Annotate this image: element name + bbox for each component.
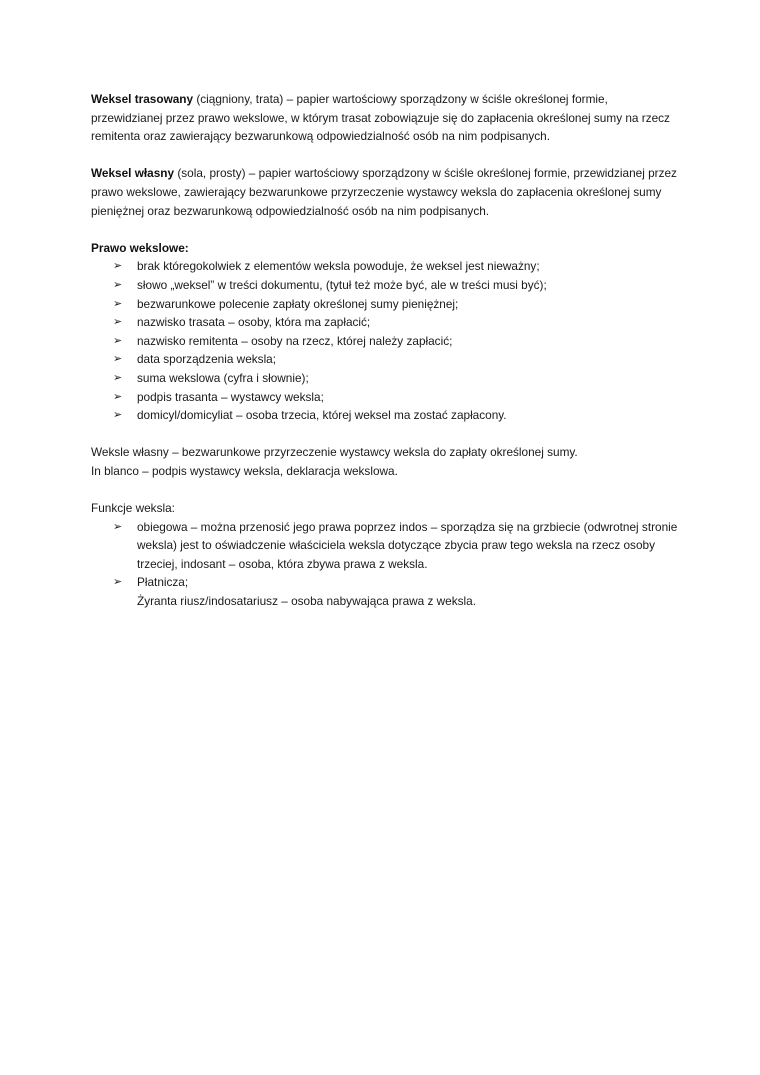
note-weksle-wlasny: Weksle własny – bezwarunkowe przyrzeczenie wystawcy weksla do zapłaty określonej sumy. <box>91 445 578 460</box>
arrow-bullet-icon: ➢ <box>113 259 123 273</box>
arrow-bullet-icon: ➢ <box>113 315 123 329</box>
arrow-bullet-icon: ➢ <box>113 352 123 366</box>
heading-funkcje-weksla: Funkcje weksla: <box>91 501 175 516</box>
list-item: ➢ bezwarunkowe polecenie zapłaty określonej sumy pieniężnej; <box>91 295 681 314</box>
list-item: ➢ podpis trasanta – wystawcy weksla; <box>91 388 681 407</box>
note-in-blanco: In blanco – podpis wystawcy weksla, deklaracja wekslowa. <box>91 463 398 478</box>
list-prawo-wekslowe <box>91 257 681 424</box>
arrow-bullet-icon: ➢ <box>113 277 123 291</box>
list-item: ➢ brak któregokolwiek z elementów weksla powoduje, że weksel jest nieważny; <box>91 257 681 276</box>
list-item: ➢ data sporządzenia weksla; <box>91 350 681 369</box>
arrow-bullet-icon: ➢ <box>113 370 123 384</box>
list-item: ➢ obiegowa – można przenosić jego prawa poprzez indos – sporządza się na grzbiecie (odwrotnej stronie weksla) jest to oświadczenie właściciela weksla dotyczące zbycia praw tego weksla na rzecz osoby trzeciej, indosant – osoba, która zbywa prawa z weksla. <box>113 519 678 571</box>
list-item: ➢ nazwisko trasata – osoby, która ma zapłacić; <box>91 313 681 332</box>
list-item: ➢ Płatnicza; Żyranta riusz/indosatariusz – osoba nabywająca prawa z weksla. <box>113 575 476 609</box>
term-weksel-wlasny: Weksel własny <box>91 166 175 181</box>
definition-weksel-wlasny: (sola, prosty) – papier wartościowy sporządzony w ściśle określonej formie, przewidzianej przez prawo wekslowe, zawierający bezwarunkowe przyrzeczenie wystawcy weksla do zapłacenia określonej sumy pieniężnej oraz bezwarunkową odpowiedzialność osób na nim podpisanych. <box>91 166 677 218</box>
document-body <box>91 90 681 611</box>
list-item: ➢ suma wekslowa (cyfra i słownie); <box>91 369 681 388</box>
list-item: ➢ domicyl/domicyliat – osoba trzecia, której weksel ma zostać zapłacony. <box>91 406 681 425</box>
term-weksel-trasowany: Weksel trasowany <box>91 92 194 106</box>
arrow-bullet-icon: ➢ <box>113 408 123 422</box>
list-item: ➢ słowo „weksel” w treści dokumentu, (tytuł też może być, ale w treści musi być); <box>91 276 681 295</box>
definition-weksel-trasowany: (ciągniony, trata) – papier wartościowy sporządzony w ściśle określonej formie, przewidzianej przez prawo wekslowe, w którym trasat zobowiązuje się do zapłacenia określonej sumy na rzecz remitenta oraz zawierający bezwarunkową odpowiedzialność osób na nim podpisanych. <box>91 92 670 144</box>
arrow-bullet-icon: ➢ <box>113 389 123 403</box>
paragraph-weksel-trasowany <box>91 90 681 146</box>
heading-prawo-wekslowe: Prawo wekslowe: <box>91 240 189 255</box>
arrow-bullet-icon: ➢ <box>113 296 123 310</box>
arrow-bullet-icon: ➢ <box>113 519 123 533</box>
arrow-bullet-icon: ➢ <box>113 575 123 589</box>
arrow-bullet-icon: ➢ <box>113 333 123 347</box>
paragraph-weksel-wlasny <box>91 164 681 220</box>
list-funkcje-weksla <box>91 518 681 611</box>
list-item: ➢ nazwisko remitenta – osoby na rzecz, której należy zapłacić; <box>91 332 681 351</box>
